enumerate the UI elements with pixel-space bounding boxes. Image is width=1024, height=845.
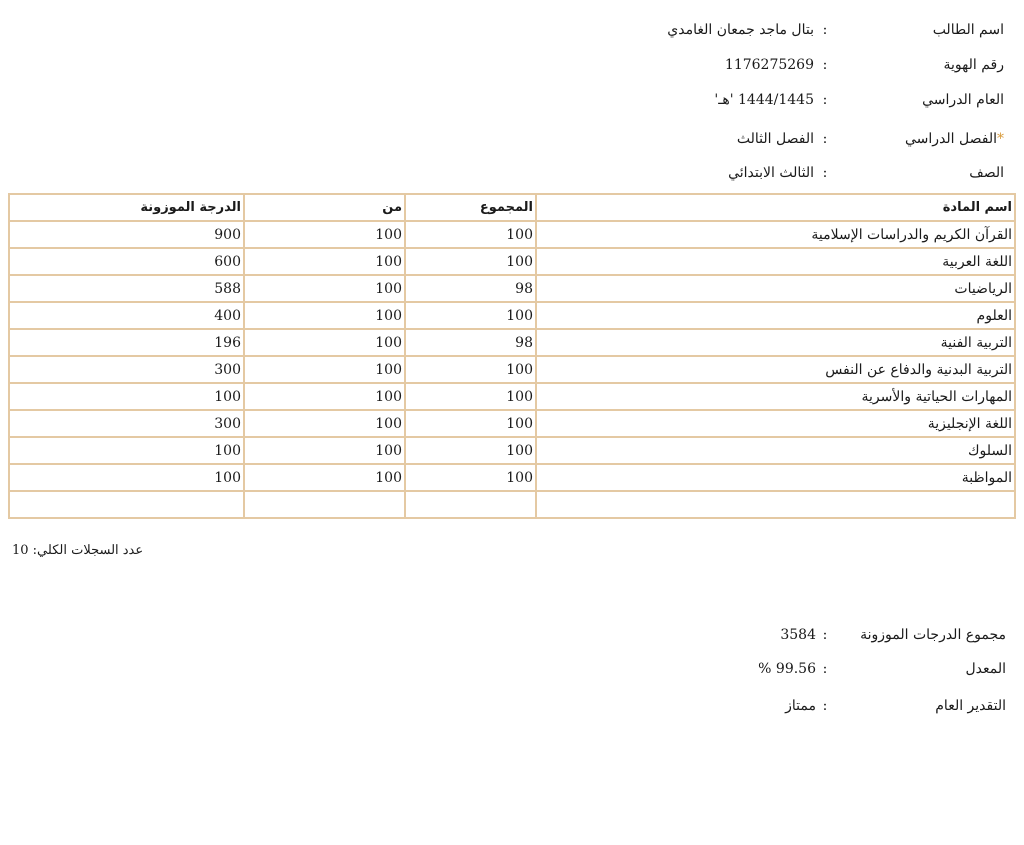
subject-cell: العلوم [536,302,1015,329]
total-cell: 100 [405,437,536,464]
subject-cell: المواظبة [536,464,1015,491]
weighted-sum-label: مجموع الدرجات الموزونة [860,627,1006,643]
weighted-cell: 600 [9,248,244,275]
records-count: عدد السجلات الكلي: 10 [12,543,144,558]
colon: : [822,92,828,108]
weighted-cell: 300 [9,410,244,437]
table-row [9,410,1015,437]
table-row [9,302,1015,329]
header-weighted: الدرجة الموزونة [9,194,244,221]
weighted-sum-row [0,627,1024,647]
colon: : [822,131,828,147]
subject-cell: التربية الفنية [536,329,1015,356]
colon: : [822,627,828,643]
out-of-cell: 100 [244,410,405,437]
table-row-empty [9,491,1015,518]
overall-grade-row [0,698,1024,718]
grade-level-label: الصف [969,165,1004,181]
empty-cell [244,491,405,518]
semester-row [0,131,1024,151]
colon: : [822,57,828,73]
colon: : [822,698,828,714]
out-of-cell: 100 [244,329,405,356]
semester-label-wrap [814,131,1004,147]
out-of-cell: 100 [244,437,405,464]
total-cell: 100 [405,383,536,410]
overall-grade-label: التقدير العام [935,698,1006,714]
table-row [9,248,1015,275]
total-cell: 100 [405,410,536,437]
semester-label: الفصل الدراسي [905,131,997,147]
student-name-row [0,22,1024,42]
empty-cell [9,491,244,518]
out-of-cell: 100 [244,356,405,383]
subject-cell: اللغة الإنجليزية [536,410,1015,437]
subject-cell: المهارات الحياتية والأسرية [536,383,1015,410]
subject-cell: السلوك [536,437,1015,464]
grade-level-row [0,165,1024,185]
total-cell: 100 [405,221,536,248]
weighted-cell: 400 [9,302,244,329]
subject-cell: القرآن الكريم والدراسات الإسلامية [536,221,1015,248]
total-cell: 98 [405,275,536,302]
average-value: 99.56 % [758,661,816,677]
subject-cell: الرياضيات [536,275,1015,302]
out-of-cell: 100 [244,302,405,329]
academic-year-value: 1444/1445 'هـ' [714,92,814,108]
colon: : [822,22,828,38]
table-row [9,275,1015,302]
semester-value: الفصل الثالث [736,131,814,147]
empty-cell [405,491,536,518]
weighted-cell: 100 [9,464,244,491]
total-cell: 98 [405,329,536,356]
grade-level-value: الثالث الابتدائي [728,165,814,181]
colon: : [822,661,828,677]
out-of-cell: 100 [244,383,405,410]
total-cell: 100 [405,302,536,329]
student-name-value: بتال ماجد جمعان الغامدي [667,22,814,38]
header-total: المجموع [405,194,536,221]
table-row [9,221,1015,248]
required-asterisk: * [997,131,1004,147]
total-cell: 100 [405,248,536,275]
weighted-cell: 100 [9,383,244,410]
out-of-cell: 100 [244,275,405,302]
out-of-cell: 100 [244,221,405,248]
weighted-cell: 196 [9,329,244,356]
subject-cell: التربية البدنية والدفاع عن النفس [536,356,1015,383]
grades-table [8,193,1016,519]
weighted-cell: 100 [9,437,244,464]
student-id-value: 1176275269 [724,57,814,73]
out-of-cell: 100 [244,464,405,491]
student-id-label: رقم الهوية [943,57,1004,73]
average-row [0,661,1024,681]
academic-year-label: العام الدراسي [922,92,1004,108]
subject-cell: اللغة العربية [536,248,1015,275]
student-id-row [0,57,1024,77]
weighted-cell: 588 [9,275,244,302]
table-row [9,437,1015,464]
table-header-row [9,194,1015,221]
table-row [9,464,1015,491]
academic-year-row [0,92,1024,112]
overall-grade-value: ممتاز [785,698,816,714]
total-cell: 100 [405,356,536,383]
table-row [9,383,1015,410]
empty-cell [536,491,1015,518]
out-of-cell: 100 [244,248,405,275]
student-name-label: اسم الطالب [932,22,1004,38]
weighted-sum-value: 3584 [780,627,816,643]
weighted-cell: 300 [9,356,244,383]
average-label: المعدل [965,661,1006,677]
weighted-cell: 900 [9,221,244,248]
total-cell: 100 [405,464,536,491]
colon: : [822,165,828,181]
header-out-of: من [244,194,405,221]
header-subject: اسم المادة [536,194,1015,221]
table-row [9,329,1015,356]
table-row [9,356,1015,383]
